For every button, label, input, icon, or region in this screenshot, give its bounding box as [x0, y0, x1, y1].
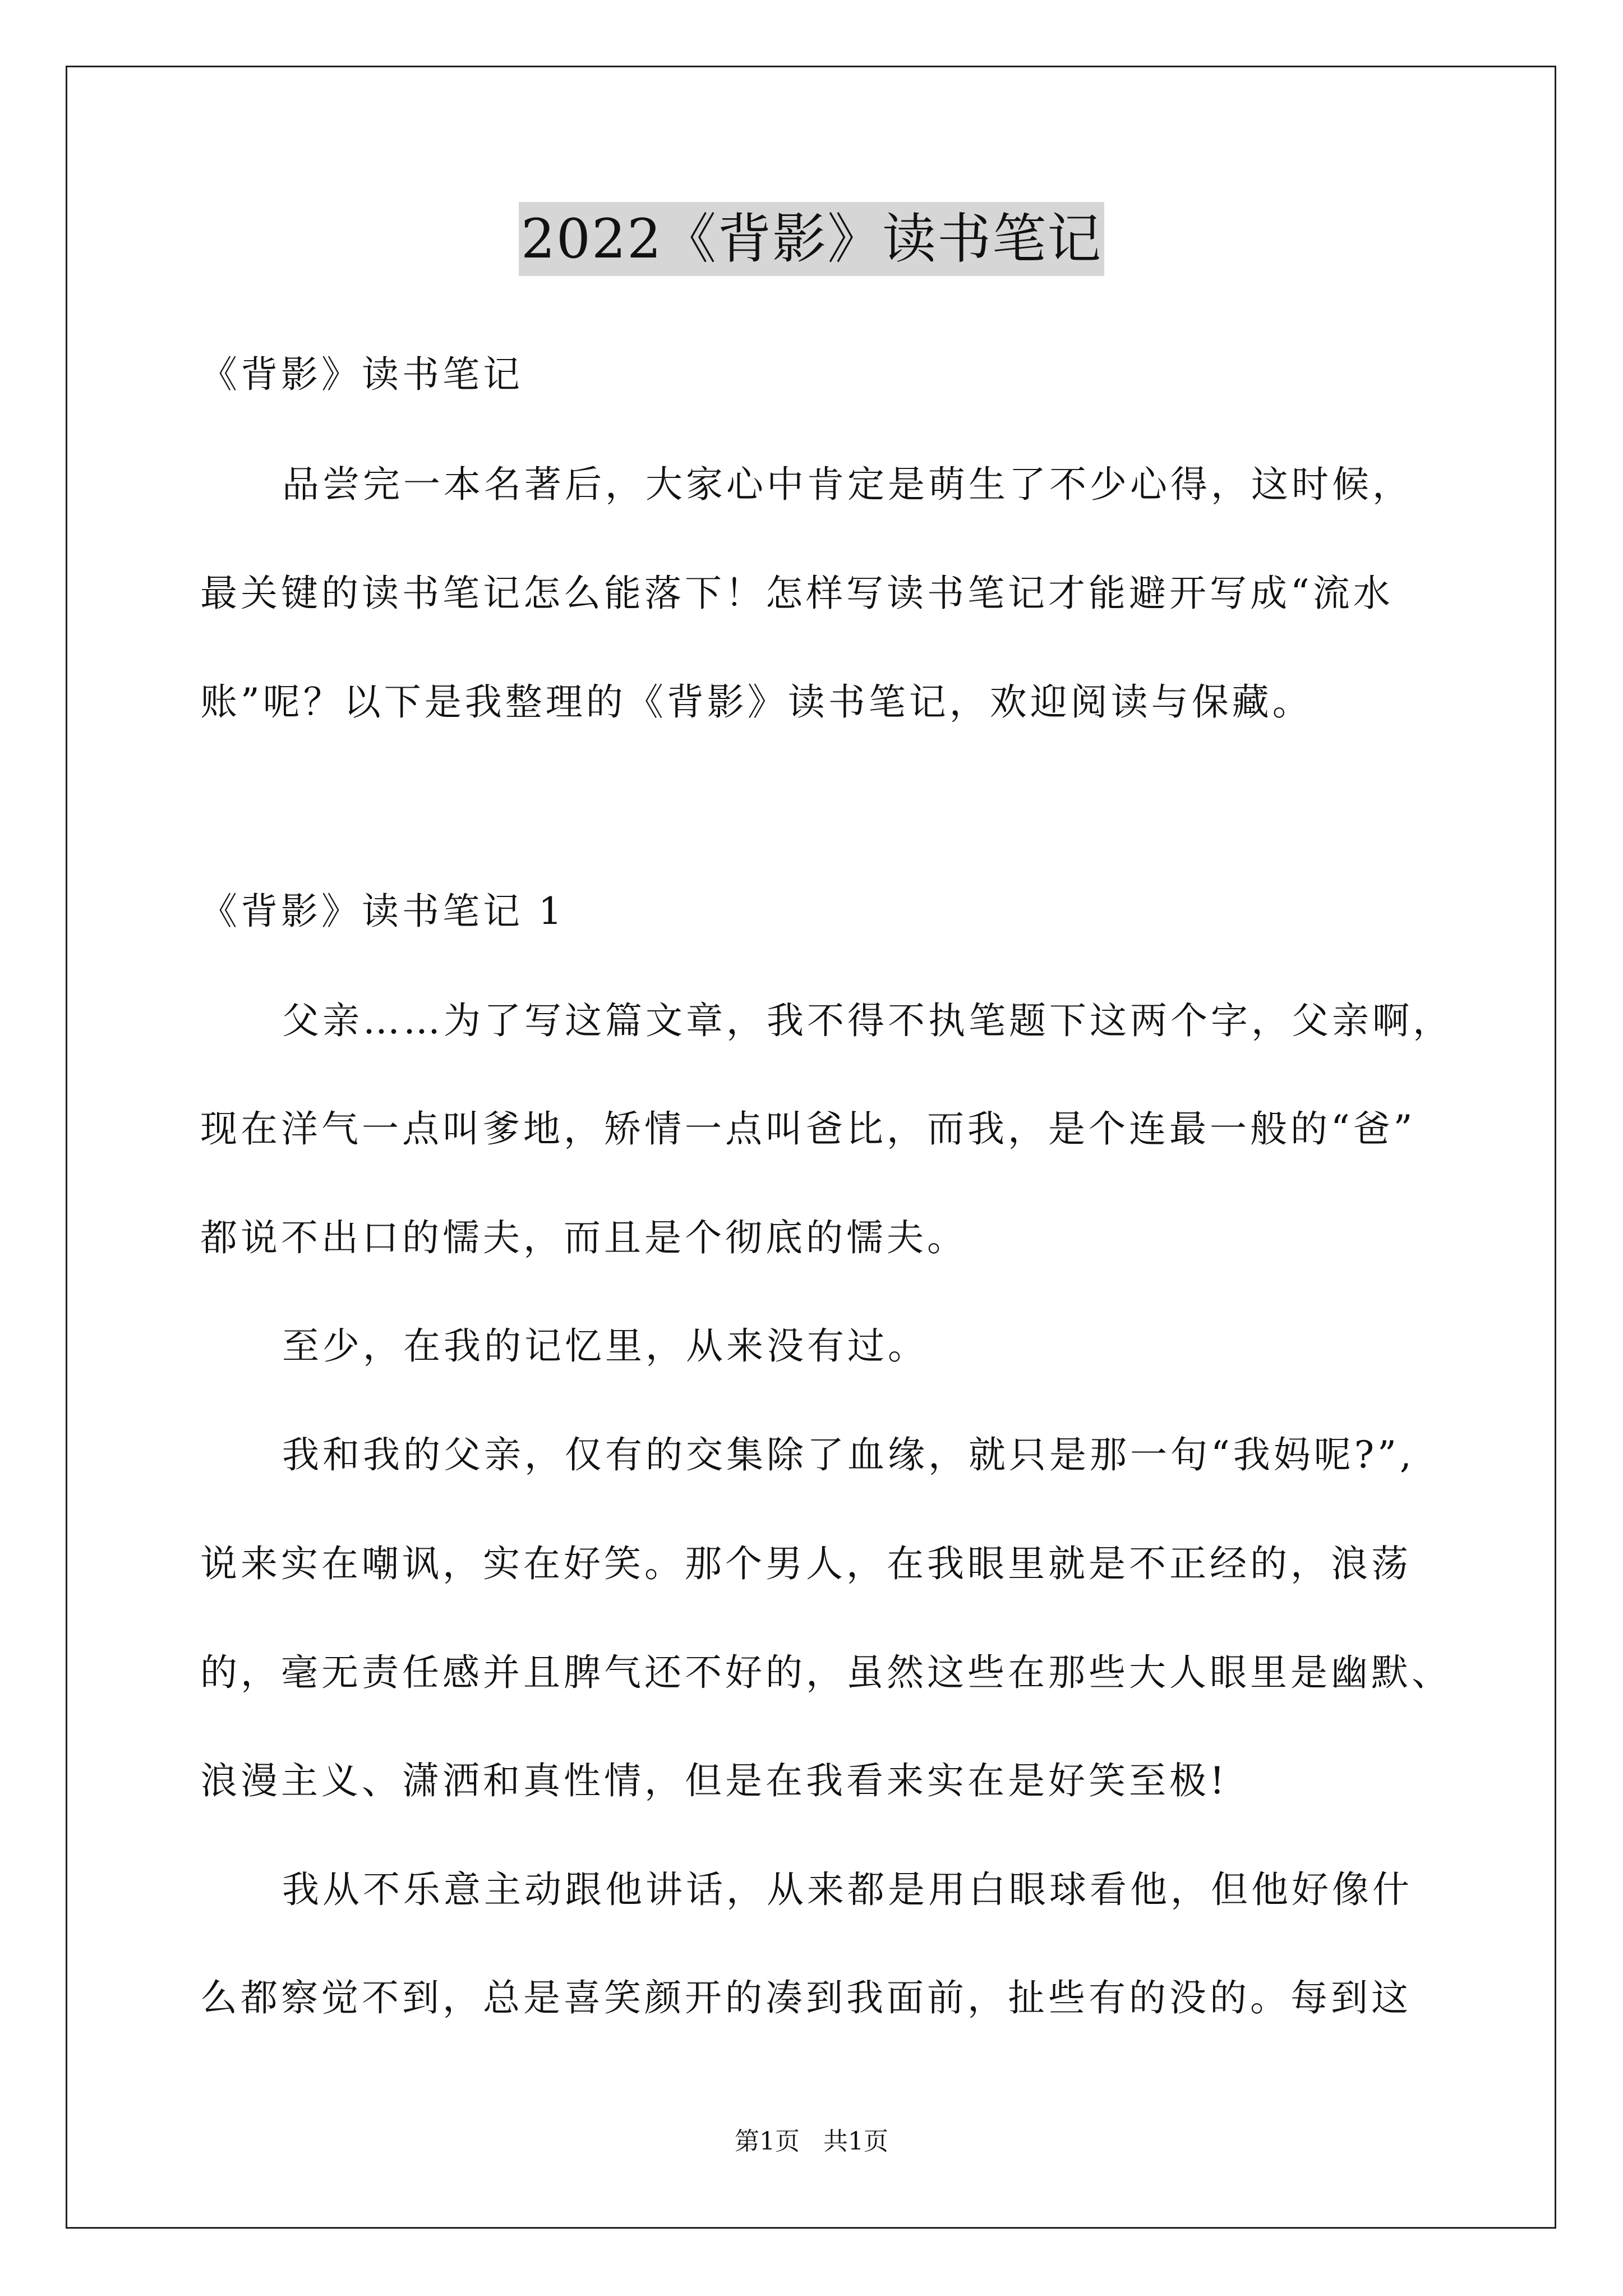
paragraph-line: 父亲……为了写这篇文章，我不得不执笔题下这两个字，父亲啊，	[282, 999, 1453, 1042]
paragraph-line: 现在洋气一点叫爹地，矫情一点叫爸比，而我，是个连最一般的“爸”	[200, 1107, 1416, 1151]
paragraph-line: 么都察觉不到，总是喜笑颜开的凑到我面前，扯些有的没的。每到这	[200, 1976, 1412, 2019]
paragraph-line: 品尝完一本名著后，大家心中肯定是萌生了不少心得，这时候，	[282, 463, 1413, 506]
section-heading: 《背影》读书笔记 1	[200, 890, 565, 933]
paragraph-line: 至少，在我的记忆里，从来没有过。	[282, 1324, 928, 1368]
paragraph-line: 浪漫主义、潇洒和真性情，但是在我看来实在是好笑至极!	[200, 1759, 1228, 1802]
document-title: 2022《背影》读书笔记	[519, 202, 1104, 276]
title-container	[0, 202, 1623, 276]
paragraph-line: 最关键的读书笔记怎么能落下！怎样写读书笔记才能避开写成“流水	[200, 572, 1394, 615]
paragraph-line: 说来实在嘲讽，实在好笑。那个男人，在我眼里就是不正经的，浪荡	[200, 1542, 1412, 1585]
paragraph-line: 我和我的父亲，仅有的交集除了血缘，就只是那一句“我妈呢?”,	[282, 1433, 1415, 1476]
subtitle-line: 《背影》读书笔记	[200, 353, 523, 396]
paragraph-line: 账”呢？以下是我整理的《背影》读书笔记，欢迎阅读与保藏。	[200, 680, 1313, 724]
page-footer: 第1页 共1页	[735, 2127, 888, 2156]
paragraph-line: 的，毫无责任感并且脾气还不好的，虽然这些在那些大人眼里是幽默、	[200, 1651, 1452, 1694]
paragraph-line: 我从不乐意主动跟他讲话，从来都是用白眼球看他，但他好像什	[282, 1868, 1413, 1911]
paragraph-line: 都说不出口的懦夫，而且是个彻底的懦夫。	[200, 1216, 967, 1259]
